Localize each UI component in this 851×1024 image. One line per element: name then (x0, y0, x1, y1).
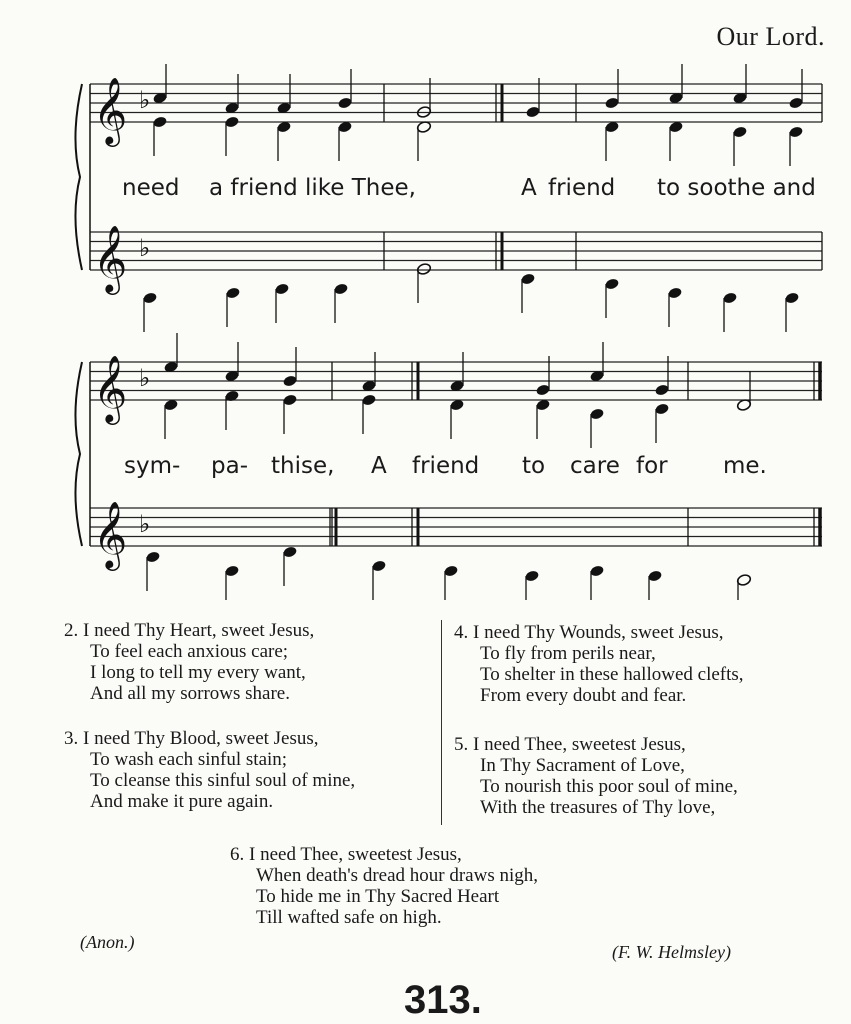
verse-5 (454, 734, 738, 818)
verse-number: 3. (64, 728, 79, 749)
lyric-word: to (522, 453, 546, 479)
page-number: 313. (404, 978, 482, 1022)
lyric-word: to soothe and (657, 175, 816, 201)
verse-line: I need Thee, sweetest Jesus, (473, 734, 686, 755)
verse-line: I need Thy Wounds, sweet Jesus, (473, 622, 724, 643)
verse-line: I need Thy Blood, sweet Jesus, (83, 728, 319, 749)
lyric-word: friend (548, 175, 616, 201)
verse-4 (454, 622, 744, 706)
lyric-word: thise, (271, 453, 335, 479)
verse-line: I long to tell my every want, (90, 662, 306, 683)
treble-clef-icon: 𝄞 (93, 354, 128, 422)
brace-icon (75, 84, 82, 270)
lyric-word: me. (723, 453, 767, 479)
verse-line: To hide me in Thy Sacred Heart (256, 886, 500, 907)
flat-icon: ♭ (139, 234, 151, 262)
verse-6 (230, 844, 538, 928)
treble-clef-icon: 𝄞 (93, 224, 128, 292)
lyric-word: pa- (211, 453, 248, 479)
section-title: Our Lord. (716, 22, 825, 51)
verse-number: 2. (64, 620, 79, 641)
verse-3 (64, 728, 355, 812)
verse-line: In Thy Sacrament of Love, (480, 755, 685, 776)
treble-clef-icon: 𝄞 (93, 500, 128, 568)
verse-line: To cleanse this sinful soul of mine, (90, 770, 356, 791)
column-divider (441, 620, 442, 825)
flat-icon: ♭ (139, 86, 151, 114)
verse-line: When death's dread hour draws nigh, (256, 865, 539, 886)
verse-line: And all my sorrows share. (90, 683, 290, 704)
lyric-word: need (122, 175, 180, 201)
verse-number: 6. (230, 844, 245, 865)
lyric-word: A (521, 175, 537, 201)
verse-line: To shelter in these hallowed clefts, (480, 664, 744, 685)
verse-number: 5. (454, 734, 469, 755)
verse-line: And make it pure again. (90, 791, 274, 812)
lyric-word: a friend like Thee, (209, 175, 416, 201)
lyric-word: care (570, 453, 620, 479)
verse-line: I need Thy Heart, sweet Jesus, (83, 620, 315, 641)
verse-line: I need Thee, sweetest Jesus, (249, 844, 462, 865)
verse-line: With the treasures of Thy love, (480, 797, 716, 818)
verse-line: To wash each sinful stain; (90, 749, 288, 770)
verse-2 (64, 620, 314, 704)
verse-number: 4. (454, 622, 469, 643)
treble-clef-icon: 𝄞 (93, 76, 128, 144)
brace-icon (75, 362, 82, 546)
verse-line: To feel each anxious care; (90, 641, 289, 662)
lyric-word: sym- (124, 453, 181, 479)
verse-line: To nourish this poor soul of mine, (480, 776, 738, 797)
flat-icon: ♭ (139, 510, 151, 538)
lyric-word: for (636, 453, 668, 479)
credit-anon: (Anon.) (80, 932, 135, 952)
lyric-word: A (371, 453, 387, 479)
lyric-word: friend (412, 453, 480, 479)
verse-line: From every doubt and fear. (480, 685, 687, 706)
verse-line: To fly from perils near, (480, 643, 656, 664)
verse-line: Till wafted safe on high. (256, 907, 442, 928)
credit-author: (F. W. Helmsley) (612, 942, 731, 962)
flat-icon: ♭ (139, 364, 151, 392)
